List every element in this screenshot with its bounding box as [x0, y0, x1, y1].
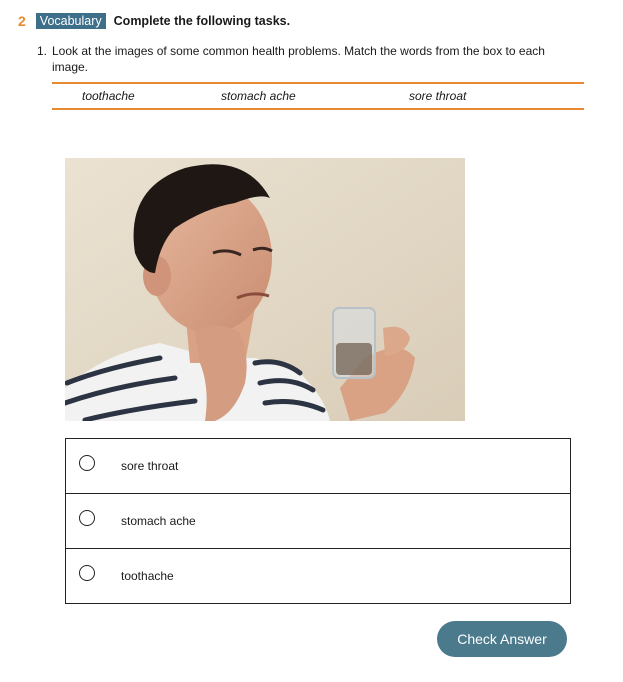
option-sore-throat[interactable]: [66, 439, 570, 494]
option-label: stomach ache: [121, 514, 196, 528]
word-box: [52, 82, 584, 110]
health-problem-photo: [65, 158, 465, 421]
radio-button[interactable]: [79, 455, 95, 471]
answer-options: [65, 438, 571, 604]
radio-button[interactable]: [79, 510, 95, 526]
section-tag: Vocabulary: [36, 13, 106, 29]
option-label: sore throat: [121, 459, 179, 473]
photo-illustration: [65, 158, 465, 421]
option-toothache[interactable]: [66, 549, 570, 603]
word-box-item: toothache: [82, 89, 135, 103]
check-answer-button[interactable]: Check Answer: [437, 621, 567, 657]
question-instruction: [37, 43, 577, 75]
option-label: toothache: [121, 569, 174, 583]
question-text: Look at the images of some common health problems. Match the words from the box to each image.: [52, 44, 545, 74]
word-box-item: stomach ache: [221, 89, 296, 103]
task-number: 2: [18, 13, 26, 29]
option-stomach-ache[interactable]: [66, 494, 570, 549]
radio-button[interactable]: [79, 565, 95, 581]
question-number: 1.: [37, 44, 48, 58]
task-title: Complete the following tasks.: [113, 14, 291, 28]
task-header: [18, 13, 290, 29]
word-box-item: sore throat: [409, 89, 467, 103]
